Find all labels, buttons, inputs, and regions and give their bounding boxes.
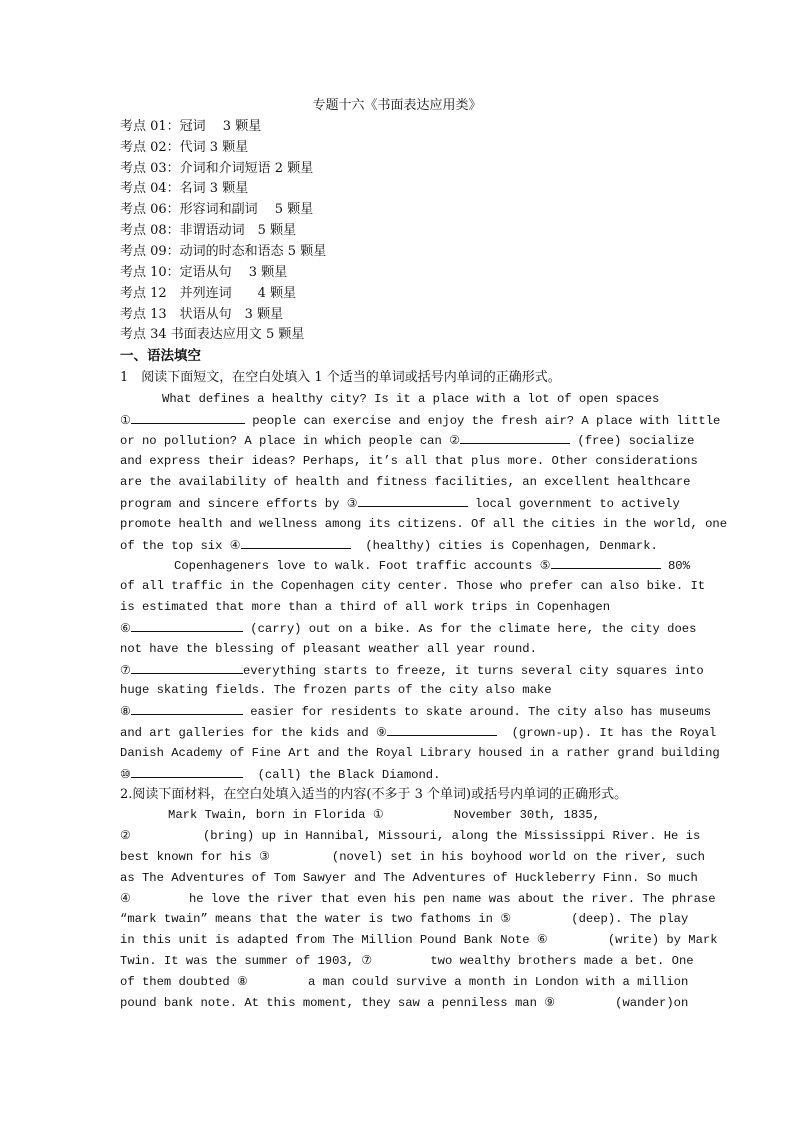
- blank-marker: ⑩: [120, 768, 131, 782]
- passage-line: [120, 910, 689, 928]
- passage-line: [120, 556, 690, 575]
- blank-marker: ④: [229, 539, 241, 553]
- answer-blank[interactable]: [131, 619, 243, 632]
- passage-line: promote health and wellness among its citizens. Of all the cities in the world, one: [120, 517, 728, 531]
- passage-line: [120, 619, 697, 638]
- passage-text: he love the river that even his pen name was about the river. The phrase: [188, 892, 716, 906]
- answer-blank[interactable]: [131, 765, 243, 778]
- topic-item: 考点 34 书面表达应用文 5 颗星: [120, 327, 305, 342]
- passage-line: [120, 702, 712, 721]
- answer-blank[interactable]: [551, 556, 661, 569]
- passage-line: [120, 806, 676, 824]
- answer-blank[interactable]: [460, 431, 570, 444]
- blank-marker: ⑤: [539, 559, 551, 573]
- blank-marker: ②: [120, 829, 131, 843]
- passage-text: (call) the Black Diamond.: [257, 768, 441, 782]
- passage-text: easier for residents to skate around. The city also has museums: [250, 705, 712, 719]
- passage-text: (wander)on: [615, 996, 689, 1010]
- passage-text: (healthy) cities is Copenhagen, Denmark.: [365, 539, 658, 553]
- passage-line: What defines a healthy city? Is it a place with a lot of open spaces: [162, 392, 660, 406]
- answer-blank[interactable]: [131, 661, 243, 674]
- topic-item: 考点 03：介词和介词短语 2 颗星: [120, 161, 314, 176]
- blank-marker: ⑥: [536, 933, 548, 947]
- passage-line: huge skating fields. The frozen parts of the city also make: [120, 683, 552, 697]
- blank-marker: ③: [258, 850, 270, 864]
- passage-text: Twin. It was the summer of 1903,: [120, 954, 355, 968]
- topic-item: 考点 12 并列连词 4 颗星: [120, 286, 297, 301]
- passage-line: [120, 765, 676, 784]
- topic-item: 考点 09：动词的时态和语态 5 颗星: [120, 244, 327, 259]
- topic-item: 考点 10：定语从句 3 颗星: [120, 265, 288, 280]
- answer-blank[interactable]: [358, 494, 468, 507]
- blank-marker: ②: [449, 434, 461, 448]
- passage-line: [120, 848, 705, 866]
- passage-text: best known for his: [120, 850, 252, 864]
- topic-item: 考点 04：名词 3 颗星: [120, 181, 249, 196]
- passage-text: (novel) set in his boyhood world on the river, such: [331, 850, 705, 864]
- topic-item: 考点 08：非谓语动词 5 颗星: [120, 223, 297, 238]
- passage-line: [120, 536, 676, 555]
- blank-marker: ①: [120, 414, 131, 428]
- answer-blank[interactable]: [131, 411, 245, 424]
- blank-marker: ⑧: [237, 975, 248, 989]
- passage-line: [120, 931, 718, 949]
- passage-line: [120, 431, 695, 450]
- topic-item: 考点 06：形容词和副词 5 颗星: [120, 202, 314, 217]
- passage-text: (carry) out on a bike. As for the climate here, the city does: [250, 622, 697, 636]
- passage-line: [120, 494, 680, 513]
- passage-line: not have the blessing of pleasant weather all year round.: [120, 642, 537, 656]
- passage-line: [120, 994, 689, 1012]
- passage-line: and express their ideas? Perhaps, it’s all that plus more. Other considerations: [120, 454, 698, 468]
- section-heading: 一、语法填空: [120, 348, 201, 364]
- passage-text: local government to actively: [475, 497, 680, 511]
- answer-blank[interactable]: [241, 536, 351, 549]
- passage-text: of the top six: [120, 539, 223, 553]
- passage-line: [120, 890, 716, 908]
- passage-text: November 30th, 1835,: [453, 808, 601, 822]
- passage-line: [120, 827, 701, 845]
- passage-line: [120, 661, 704, 680]
- q1-instruction: 1 阅读下面短文，在空白处填入 1 个适当的单词或括号内单词的正确形式。: [120, 370, 561, 385]
- blank-marker: ⑦: [361, 954, 373, 968]
- passage-text: in this unit is adapted from The Million Pound Bank Note: [120, 933, 530, 947]
- answer-blank[interactable]: [387, 723, 497, 736]
- passage-text: everything starts to freeze, it turns several city squares into: [242, 664, 704, 678]
- passage-text: (deep). The play: [571, 912, 689, 926]
- blank-marker: ③: [346, 497, 358, 511]
- blank-marker: ⑥: [120, 622, 131, 636]
- blank-marker: ④: [120, 892, 131, 906]
- passage-text: program and sincere efforts by: [120, 497, 340, 511]
- blank-marker: ⑧: [120, 705, 131, 719]
- topic-item: 考点 13 状语从句 3 颗星: [120, 307, 284, 322]
- passage-line: is estimated that more than a third of all work trips in Copenhagen: [120, 600, 611, 614]
- passage-text: Copenhageners love to walk. Foot traffic accounts: [174, 559, 533, 573]
- passage-text: or no pollution? A place in which people can: [120, 434, 442, 448]
- passage-text: of them doubted: [120, 975, 230, 989]
- passage-line: of all traffic in the Copenhagen city center. Those who prefer can also bike. It: [120, 579, 706, 593]
- document-title: 专题十六《书面表达应用类》: [312, 98, 482, 113]
- blank-marker: ①: [372, 808, 384, 822]
- passage-text: (grown-up). It has the Royal: [511, 726, 717, 740]
- passage-text: Mark Twain, born in Florida: [168, 808, 366, 822]
- passage-line: are the availability of health and fitness facilities, an excellent healthcare: [120, 475, 691, 489]
- topic-item: 考点 02：代词 3 颗星: [120, 140, 249, 155]
- passage-line: as The Adventures of Tom Sawyer and The Adventures of Huckleberry Finn. So much: [120, 871, 698, 885]
- passage-text: 80%: [667, 559, 690, 573]
- passage-line: [120, 411, 721, 430]
- passage-text: (write) by Mark: [607, 933, 718, 947]
- answer-blank[interactable]: [131, 702, 243, 715]
- passage-text: (free) socialize: [577, 434, 695, 448]
- passage-line: [120, 723, 717, 742]
- passage-text: two wealthy brothers made a bet. One: [430, 954, 694, 968]
- blank-marker: ⑨: [376, 726, 387, 740]
- passage-text: (bring) up in Hannibal, Missouri, along the Mississippi River. He is: [202, 829, 701, 843]
- passage-text: “mark twain” means that the water is two fathoms in: [120, 912, 493, 926]
- passage-text: a man could survive a month in London with a million: [307, 975, 689, 989]
- passage-line: Danish Academy of Fine Art and the Royal Library housed in a rather grand building: [120, 746, 720, 760]
- passage-line: [120, 952, 694, 970]
- q2-instruction: 2.阅读下面材料，在空白处填入适当的内容(不多于 3 个单词)或括号内单词的正确形式。: [120, 787, 628, 802]
- passage-text: people can exercise and enjoy the fresh air? A place with little: [252, 414, 721, 428]
- passage-line: [120, 973, 689, 991]
- blank-marker: ⑨: [544, 996, 556, 1010]
- passage-text: and art galleries for the kids and: [120, 726, 369, 740]
- blank-marker: ⑤: [500, 912, 512, 926]
- topic-item: 考点 01：冠词 3 颗星: [120, 119, 262, 134]
- blank-marker: ⑦: [120, 664, 131, 678]
- passage-text: pound bank note. At this moment, they saw a penniless man: [120, 996, 537, 1010]
